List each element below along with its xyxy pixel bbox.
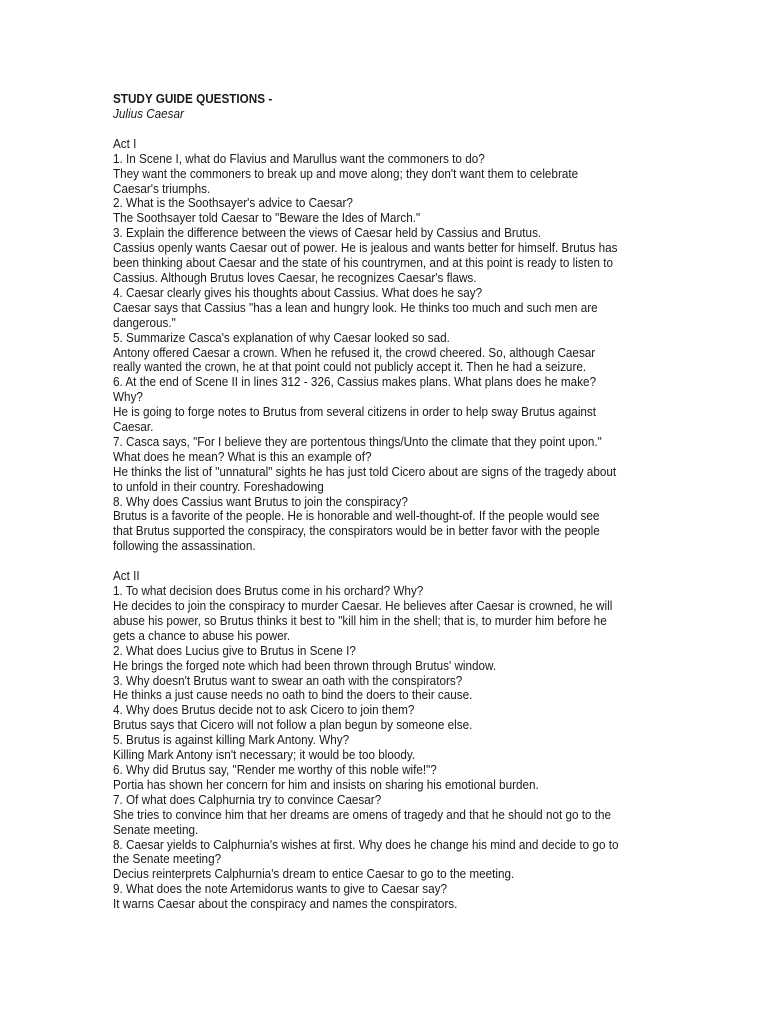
document-title: STUDY GUIDE QUESTIONS - xyxy=(113,92,273,106)
text-line: It warns Caesar about the conspiracy and names the conspirators. xyxy=(113,897,458,912)
text-line: Brutus says that Cicero will not follow a plan begun by someone else. xyxy=(113,718,473,733)
text-line: She tries to convince him that her dreams are omens of tragedy and that he should not go to the xyxy=(113,807,612,822)
text-line: 1. In Scene I, what do Flavius and Marullus want the commoners to do? xyxy=(113,151,485,166)
text-line: He decides to join the conspiracy to murder Caesar. He believes after Caesar is crowned, he will xyxy=(113,599,613,613)
text-line: 4. Caesar clearly gives his thoughts about Cassius. What does he say? xyxy=(113,285,483,300)
document-page xyxy=(8,0,722,1024)
text-line: the Senate meeting? xyxy=(113,852,222,867)
act-2-section xyxy=(113,584,629,912)
text-line: Antony offered Caesar a crown. When he refused it, the crowd cheered. So, although Caesar xyxy=(113,345,596,360)
text-line: abuse his power, so Brutus thinks it best to "kill him in the shell; that is, to murder him before he xyxy=(113,613,607,628)
section-heading-act-2: Act II xyxy=(113,569,140,584)
text-line: They want the commoners to break up and move along; they don't want them to celebrate xyxy=(113,166,579,181)
text-line: Cassius openly wants Caesar out of power. He is jealous and wants better for himself. Brutus has xyxy=(113,241,618,256)
text-line: Caesar's triumphs. xyxy=(113,181,211,196)
text-line: Caesar says that Cassius "has a lean and hungry look. He thinks too much and such men are xyxy=(113,300,598,315)
text-line: 9. What does the note Artemidorus wants to give to Caesar say? xyxy=(113,882,447,897)
text-line: 3. Why doesn't Brutus want to swear an oath with the conspirators? xyxy=(113,673,463,688)
text-line: Decius reinterprets Calphurnia's dream to entice Caesar to go to the meeting. xyxy=(113,867,515,882)
text-line: 6. At the end of Scene II in lines 312 - 326, Cassius makes plans. What plans does he make? xyxy=(113,375,597,390)
text-line: He is going to forge notes to Brutus from several citizens in order to help sway Brutus against xyxy=(113,405,597,420)
section-heading-act-1: Act I xyxy=(113,136,137,151)
text-line: 8. Why does Cassius want Brutus to join the conspiracy? xyxy=(113,494,408,509)
text-line: really wanted the crown, he at that point could not publicly accept it. Then he had a seizure. xyxy=(113,360,587,375)
text-line: that Brutus supported the conspiracy, the conspirators would be in better favor with the people xyxy=(113,524,600,539)
text-line: gets a chance to abuse his power. xyxy=(113,628,291,643)
text-line: been thinking about Caesar and the state of his countrymen, and at this point is ready to listen to xyxy=(113,256,614,271)
text-line: Brutus is a favorite of the people. He is honorable and well-thought-of. If the people would see xyxy=(113,509,600,524)
text-line: dangerous." xyxy=(113,315,176,330)
text-line: He thinks the list of "unnatural" sights he has just told Cicero about are signs of the tragedy about xyxy=(113,464,617,479)
text-line: 2. What does Lucius give to Brutus in Scene I? xyxy=(113,643,356,658)
text-line: Cassius. Although Brutus loves Caesar, he recognizes Caesar's flaws. xyxy=(113,270,477,285)
text-line: 4. Why does Brutus decide not to ask Cicero to join them? xyxy=(113,703,415,718)
text-line: 2. What is the Soothsayer's advice to Caesar? xyxy=(113,196,353,211)
text-line: He thinks a just cause needs no oath to bind the doers to their cause. xyxy=(113,688,473,703)
text-line: 3. Explain the difference between the views of Caesar held by Cassius and Brutus. xyxy=(113,226,542,241)
text-line: 7. Casca says, "For I believe they are portentous things/Unto the climate that they point upon." xyxy=(113,434,602,449)
act-1-section xyxy=(113,152,629,554)
text-line: following the assassination. xyxy=(113,539,256,554)
text-line: 5. Summarize Casca's explanation of why Caesar looked so sad. xyxy=(113,330,450,345)
text-line: 7. Of what does Calphurnia try to convince Caesar? xyxy=(113,792,382,807)
text-line: He brings the forged note which had been thrown through Brutus' window. xyxy=(113,658,497,673)
text-line: Killing Mark Antony isn't necessary; it would be too bloody. xyxy=(113,748,416,763)
text-line: Why? xyxy=(113,390,143,405)
text-line: The Soothsayer told Caesar to "Beware the Ides of March." xyxy=(113,211,421,226)
text-line: 5. Brutus is against killing Mark Antony. Why? xyxy=(113,733,350,748)
text-line: Senate meeting. xyxy=(113,822,199,837)
text-line: 6. Why did Brutus say, "Render me worthy of this noble wife!"? xyxy=(113,762,437,777)
text-line: to unfold in their country. Foreshadowing xyxy=(113,479,324,494)
spacer xyxy=(113,554,629,569)
text-line: Portia has shown her concern for him and insists on sharing his emotional burden. xyxy=(113,777,539,792)
spacer xyxy=(113,122,629,137)
text-line: 8. Caesar yields to Calphurnia's wishes at first. Why does he change his mind and decide to go to xyxy=(113,837,619,852)
text-line: What does he mean? What is this an example of? xyxy=(113,449,372,464)
text-line: 1. To what decision does Brutus come in his orchard? Why? xyxy=(113,584,424,599)
text-line: Caesar. xyxy=(113,420,154,435)
document-subtitle: Julius Caesar xyxy=(113,106,184,121)
